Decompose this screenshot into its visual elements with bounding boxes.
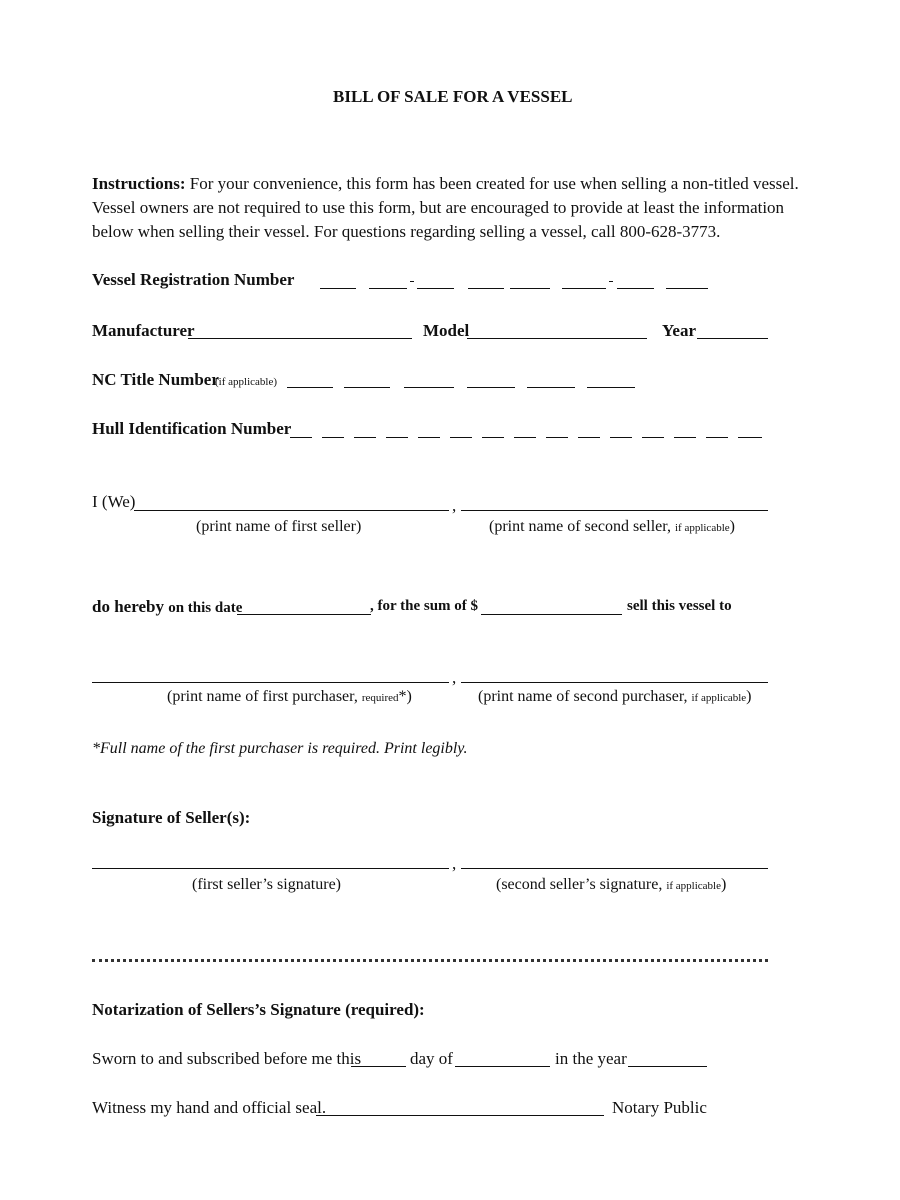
second-seller-caption: (print name of second seller, if applicable) — [489, 518, 735, 535]
first-purchaser-caption: (print name of first purchaser, required*) — [167, 688, 412, 705]
instructions-block — [92, 172, 799, 244]
second-purchaser-caption: (print name of second purchaser, if applicable) — [478, 688, 752, 705]
second-purchaser-name-field[interactable] — [461, 682, 768, 683]
year-label: Year — [662, 321, 696, 340]
sell-vessel-label: sell this vessel to — [627, 598, 732, 614]
model-field[interactable] — [467, 338, 647, 339]
nc-title-note: (if applicable) — [215, 376, 277, 388]
instructions-line-1: For your convenience, this form has been created for use when selling a non-titled vessel. — [189, 174, 799, 193]
sworn-year-field[interactable] — [628, 1066, 707, 1067]
second-seller-name-field[interactable] — [461, 510, 768, 511]
section-divider — [92, 959, 768, 962]
sale-sum-field[interactable] — [481, 614, 622, 615]
sworn-month-field[interactable] — [455, 1066, 550, 1067]
notarization-heading: Notarization of Sellers’s Signature (required): — [92, 1000, 425, 1019]
signature-heading: Signature of Seller(s): — [92, 808, 251, 827]
nc-title-label: NC Title Number — [92, 370, 219, 389]
registration-label: Vessel Registration Number — [92, 270, 295, 289]
notary-signature-field[interactable] — [316, 1115, 604, 1116]
notary-public-label: Notary Public — [612, 1098, 707, 1117]
purchasers-comma: , — [452, 668, 457, 687]
second-seller-signature-field[interactable] — [461, 868, 768, 869]
model-label: Model — [423, 321, 470, 340]
first-seller-signature-caption: (first seller’s signature) — [192, 876, 341, 893]
signature-comma: , — [452, 854, 457, 873]
sworn-label: Sworn to and subscribed before me this — [92, 1049, 362, 1068]
sellers-prefix: I (We) — [92, 492, 136, 511]
witness-label: Witness my hand and official seal. — [92, 1098, 327, 1117]
instructions-line-3: below when selling their vessel. For questions regarding selling a vessel, call 800-628-3773. — [92, 222, 721, 241]
sale-line: do hereby on this date — [92, 597, 243, 616]
first-seller-caption: (print name of first seller) — [196, 518, 362, 535]
sellers-comma: , — [452, 496, 457, 515]
first-purchaser-name-field[interactable] — [92, 682, 449, 683]
year-field[interactable] — [697, 338, 768, 339]
second-seller-signature-caption: (second seller’s signature, if applicable) — [496, 876, 727, 893]
first-seller-signature-field[interactable] — [92, 868, 449, 869]
first-seller-name-field[interactable] — [134, 510, 449, 511]
day-of-label: day of — [410, 1049, 453, 1068]
form-title: BILL OF SALE FOR A VESSEL — [333, 87, 573, 106]
hull-label: Hull Identification Number — [92, 419, 292, 438]
manufacturer-label: Manufacturer — [92, 321, 195, 340]
instructions-line-2: Vessel owners are not required to use this form, but are encouraged to provide at least the information — [92, 198, 785, 217]
in-the-year-label: in the year — [555, 1049, 627, 1068]
sale-date-field[interactable] — [237, 614, 371, 615]
instructions-label: Instructions: — [92, 174, 186, 193]
manufacturer-field[interactable] — [188, 338, 412, 339]
sum-label: , for the sum of $ — [370, 598, 479, 614]
purchaser-footnote: *Full name of the first purchaser is required. Print legibly. — [92, 740, 468, 757]
sworn-day-field[interactable] — [351, 1066, 406, 1067]
